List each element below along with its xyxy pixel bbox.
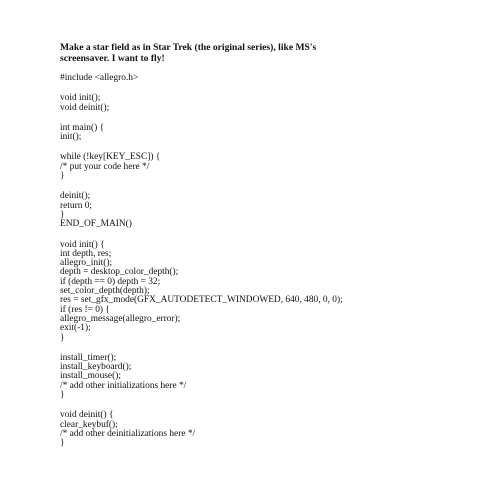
document-content — [60, 42, 460, 460]
code-line: /* put your code here */ — [60, 161, 150, 172]
code-line: } — [60, 209, 65, 220]
code-listing — [60, 74, 460, 449]
code-line: set_color_depth(depth); — [60, 286, 150, 297]
code-block — [60, 192, 460, 229]
code-line: install_mouse(); — [60, 371, 121, 382]
code-block — [60, 74, 460, 83]
code-block — [60, 94, 460, 113]
code-line: } — [60, 390, 65, 401]
document-heading — [60, 42, 460, 64]
code-line: int depth, res; — [60, 248, 112, 259]
code-line: void deinit() { — [60, 410, 114, 421]
code-line: depth = desktop_color_depth(); — [60, 267, 179, 278]
code-block — [60, 411, 460, 448]
heading-line-1: Make a star field as in Star Trek (the original series), like MS's — [60, 42, 317, 53]
code-line: END_OF_MAIN() — [60, 219, 132, 230]
code-line: allegro_message(allegro_error); — [60, 313, 181, 324]
code-line: #include <allegro.h> — [60, 73, 139, 83]
code-line: } — [60, 171, 65, 182]
code-line: while (!key[KEY_ESC]) { — [60, 152, 161, 163]
code-line: /* add other initializations here */ — [60, 380, 187, 391]
code-line: deinit(); — [60, 191, 91, 202]
code-line: install_timer(); — [60, 352, 117, 363]
code-line: res = set_gfx_mode(GFX_AUTODETECT_WINDOWED, 640, 480, 0, 0); — [60, 295, 343, 306]
code-line: void init() { — [60, 239, 105, 250]
code-line: allegro_init(); — [60, 258, 113, 269]
code-line: if (res != 0) { — [60, 304, 110, 315]
code-line: int main() { — [60, 122, 105, 133]
code-line: } — [60, 332, 65, 343]
code-block — [60, 354, 460, 400]
code-line: void deinit(); — [60, 102, 110, 113]
code-line: clear_keybuf(); — [60, 419, 118, 430]
code-line: /* add other deinitializations here */ — [60, 428, 196, 439]
code-line: } — [60, 438, 65, 449]
code-line: void init(); — [60, 93, 101, 104]
heading-line-2: screensaver. I want to fly! — [60, 53, 165, 64]
code-block — [60, 153, 460, 181]
code-line: init(); — [60, 132, 82, 143]
code-line: install_keyboard(); — [60, 362, 132, 373]
code-line: return 0; — [60, 200, 93, 211]
code-block — [60, 241, 460, 343]
code-line: exit(-1); — [60, 323, 91, 334]
code-block — [60, 124, 460, 143]
code-line: if (depth == 0) depth = 32; — [60, 276, 161, 287]
